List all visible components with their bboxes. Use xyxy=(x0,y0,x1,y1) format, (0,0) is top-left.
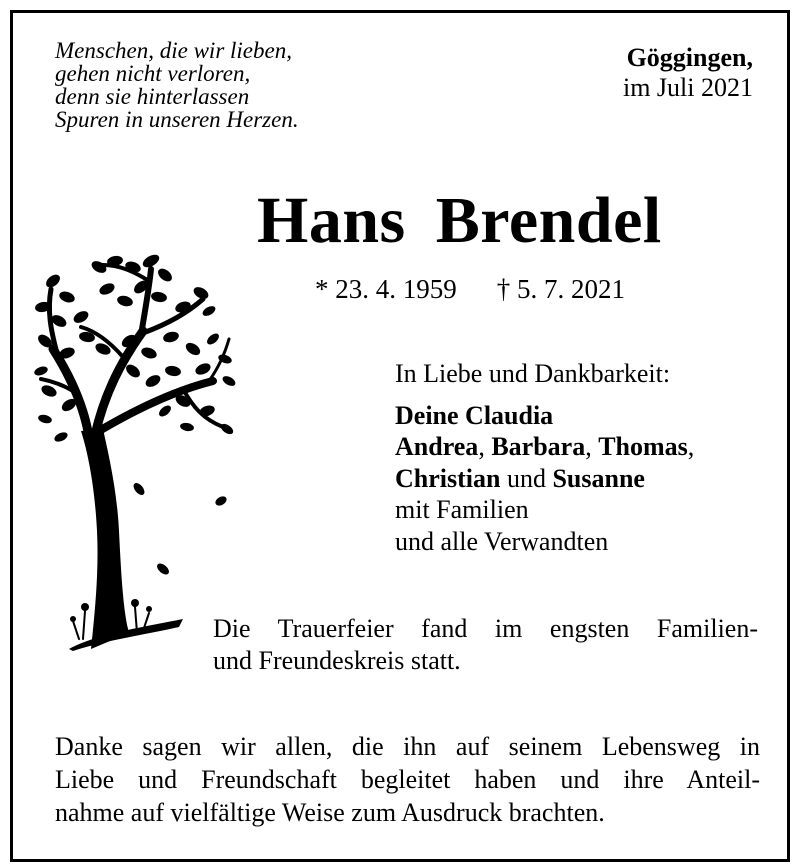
place-month: im Juli 2021 xyxy=(622,73,753,102)
separator: , xyxy=(585,432,592,461)
children-line-1 xyxy=(395,431,694,463)
tree-illustration xyxy=(33,241,243,651)
thanks-paragraph xyxy=(55,730,760,829)
obituary-frame xyxy=(10,10,790,862)
first-name: Hans xyxy=(257,184,406,257)
separator: , xyxy=(687,432,695,461)
child-name: Thomas xyxy=(598,432,688,461)
child-name: Andrea xyxy=(395,432,479,461)
thanks-line: Danke sagen wir allen, die ihn auf seinem Lebensweg in xyxy=(55,732,760,761)
connector: und xyxy=(506,463,546,493)
relatives-line: und alle Verwandten xyxy=(395,526,609,556)
funeral-notice xyxy=(213,613,758,677)
quote-line: Spuren in unseren Herzen. xyxy=(55,107,299,132)
dedication-line: In Liebe und Dankbarkeit: xyxy=(395,359,671,388)
deceased-name xyxy=(257,181,662,261)
quote-line: Menschen, die wir lieben, xyxy=(55,38,292,63)
separator: , xyxy=(478,432,485,461)
funeral-line: Die Trauerfeier fand im engsten Familien- xyxy=(213,614,758,643)
family-signature xyxy=(395,358,694,557)
thanks-line: nahme auf vielfältige Weise zum Ausdruck brachten. xyxy=(55,798,605,827)
children-line-2 xyxy=(395,463,694,495)
life-dates xyxy=(315,273,625,305)
last-name: Brendel xyxy=(435,184,662,257)
families-line: mit Familien xyxy=(395,495,529,524)
funeral-line: und Freundeskreis statt. xyxy=(213,646,461,675)
quote-line: denn sie hinterlassen xyxy=(55,84,250,109)
death-date: † 5. 7. 2021 xyxy=(496,274,625,304)
thanks-line: Liebe und Freundschaft begleitet haben und ihre Anteil- xyxy=(55,765,760,794)
child-name: Barbara xyxy=(491,432,586,461)
child-name: Christian xyxy=(395,463,501,493)
quote-line: gehen nicht verloren, xyxy=(55,61,251,86)
memorial-quote xyxy=(55,39,375,131)
child-name: Susanne xyxy=(552,463,645,493)
place-city: Göggingen, xyxy=(626,43,753,72)
birth-date: * 23. 4. 1959 xyxy=(315,274,457,304)
wife-name: Deine Claudia xyxy=(395,400,554,430)
place-date xyxy=(623,43,753,103)
